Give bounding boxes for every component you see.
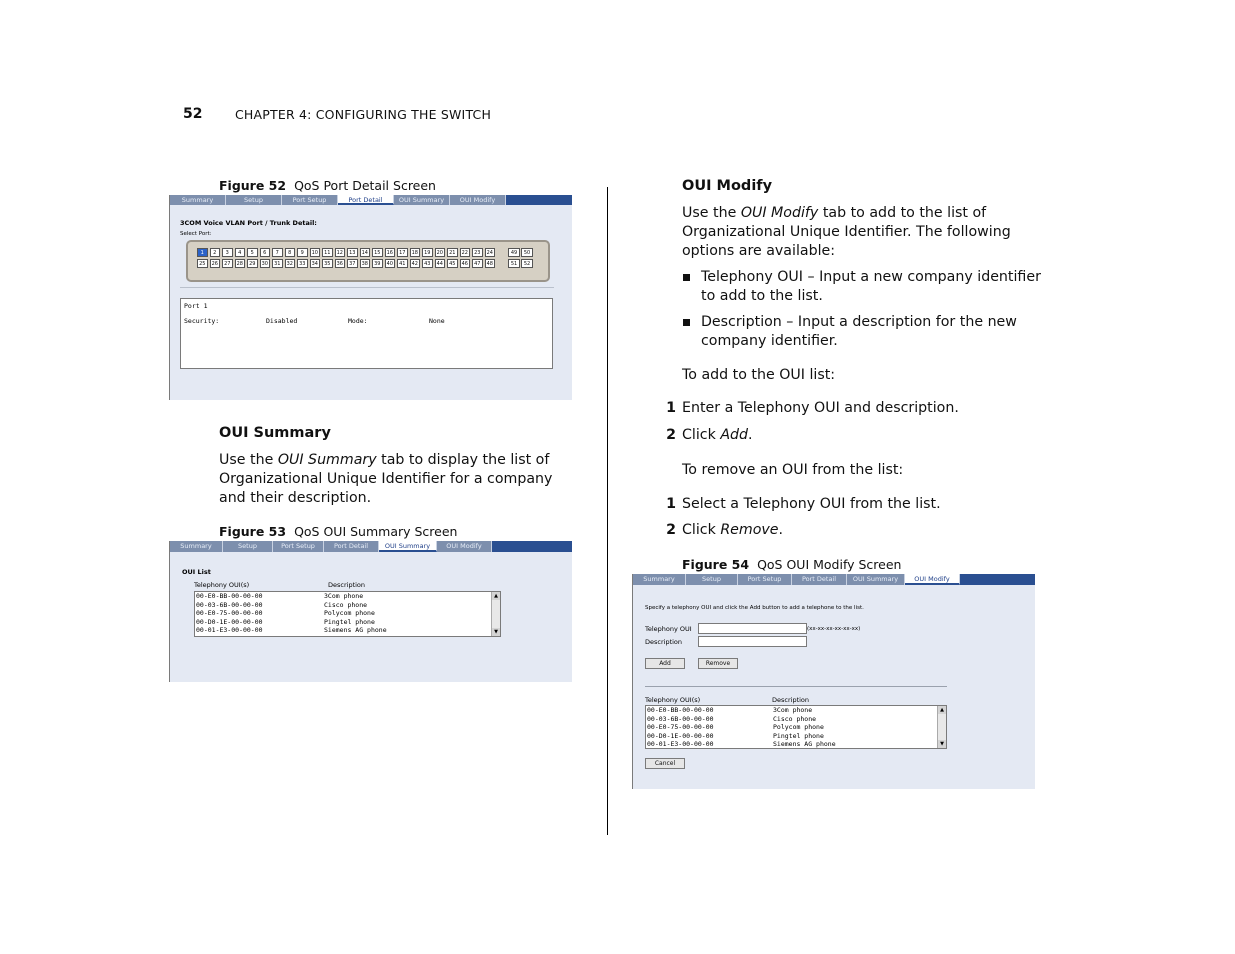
port-7-button[interactable]: 7	[272, 248, 283, 257]
port-16-button[interactable]: 16	[385, 248, 396, 257]
port-1-button[interactable]: 1	[197, 248, 208, 257]
page-number: 52	[183, 106, 203, 122]
oui-listbox[interactable]	[645, 705, 947, 749]
port-28-button[interactable]: 28	[235, 259, 246, 268]
oui-summary-screenshot	[169, 541, 572, 682]
port-13-button[interactable]: 13	[347, 248, 358, 257]
tab-bar	[170, 195, 572, 205]
port-49-button[interactable]: 49	[508, 248, 520, 257]
tab-port-detail[interactable]: Port Detail	[792, 574, 847, 585]
figure-label: Figure 53	[219, 524, 287, 539]
add-step-1	[666, 400, 959, 416]
list-item[interactable]	[195, 618, 500, 627]
panel-title: 3COM Voice VLAN Port / Trunk Detail:	[180, 219, 317, 227]
port-35-button[interactable]: 35	[322, 259, 333, 268]
mode-value: None	[429, 317, 445, 325]
remove-step-1	[666, 496, 941, 512]
add-button[interactable]: Add	[645, 658, 685, 669]
step-text: Select a Telephony OUI from the list.	[682, 496, 941, 512]
port-17-button[interactable]: 17	[397, 248, 408, 257]
text: Use the	[682, 205, 741, 221]
list-item[interactable]	[195, 626, 500, 635]
tab-oui-modify[interactable]: OUI Modify	[437, 541, 492, 552]
port-39-button[interactable]: 39	[372, 259, 383, 268]
port-41-button[interactable]: 41	[397, 259, 408, 268]
list-item[interactable]	[646, 715, 946, 724]
port-9-button[interactable]: 9	[297, 248, 308, 257]
oui-value: 00-E0-75-00-00-00	[196, 609, 263, 617]
text: Use the	[219, 452, 278, 468]
instruction-text: Specify a telephony OUI and click the Add button to add a telephone to the list.	[645, 605, 864, 611]
security-value: Disabled	[266, 317, 298, 325]
port-32-button[interactable]: 32	[285, 259, 296, 268]
oui-value: 00-E0-75-00-00-00	[647, 723, 714, 731]
emphasis: OUI Summary	[277, 452, 377, 468]
tab-port-setup[interactable]: Port Setup	[273, 541, 324, 552]
figure-53-caption	[219, 524, 457, 539]
oui-description: 3Com phone	[773, 706, 813, 714]
port-5-button[interactable]: 5	[247, 248, 258, 257]
list-item[interactable]	[195, 601, 500, 610]
port-3-button[interactable]: 3	[222, 248, 233, 257]
port-44-button[interactable]: 44	[435, 259, 446, 268]
step-number: 1	[666, 400, 676, 416]
port-19-button[interactable]: 19	[422, 248, 433, 257]
tab-setup[interactable]: Setup	[226, 195, 282, 205]
scroll-down-icon[interactable]: ▼	[938, 740, 946, 748]
port-43-button[interactable]: 43	[422, 259, 433, 268]
port-20-button[interactable]: 20	[435, 248, 446, 257]
port-14-button[interactable]: 14	[360, 248, 371, 257]
figure-52-caption	[219, 178, 436, 193]
options-list	[682, 268, 1042, 358]
text: tab to add to the list of Organizational Unique Identifier. The following options are available:	[682, 205, 1011, 259]
port-46-button[interactable]: 46	[460, 259, 471, 268]
tab-oui-modify[interactable]: OUI Modify	[450, 195, 506, 205]
bullet-item: Description – Input a description for the new company identifier.	[682, 313, 1042, 351]
switch-front-panel	[186, 240, 550, 282]
emphasis: Remove	[720, 522, 779, 538]
list-item[interactable]	[646, 723, 946, 732]
oui-modify-screenshot	[632, 574, 1035, 789]
oui-value: 00-D0-1E-00-00-00	[647, 731, 714, 740]
step-text: .	[748, 427, 753, 443]
column-description: Description	[772, 696, 810, 704]
port-52-button[interactable]: 52	[521, 259, 533, 268]
oui-value: 00-01-E3-00-00-00	[196, 626, 263, 634]
tab-bar	[170, 541, 572, 552]
oui-summary-heading: OUI Summary	[219, 425, 331, 441]
figure-label: Figure 52	[219, 178, 287, 193]
oui-value: 00-D0-1E-00-00-00	[196, 617, 263, 626]
port-12-button[interactable]: 12	[335, 248, 346, 257]
port-23-button[interactable]: 23	[472, 248, 483, 257]
tab-port-detail[interactable]: Port Detail	[338, 195, 394, 205]
port-30-button[interactable]: 30	[260, 259, 271, 268]
tab-setup[interactable]: Setup	[223, 541, 273, 552]
tab-summary[interactable]: Summary	[170, 195, 226, 205]
telephony-oui-label: Telephony OUI	[645, 625, 692, 633]
oui-summary-text	[219, 451, 569, 508]
scrollbar[interactable]	[937, 706, 946, 748]
port-47-button[interactable]: 47	[472, 259, 483, 268]
oui-description: Pingtel phone	[324, 617, 375, 626]
port-36-button[interactable]: 36	[335, 259, 346, 268]
port-21-button[interactable]: 21	[447, 248, 458, 257]
emphasis: OUI Modify	[740, 205, 819, 221]
bullet-item: Telephony OUI – Input a new company identifier to add to the list.	[682, 268, 1042, 306]
oui-value: 00-E0-BB-00-00-00	[196, 592, 263, 600]
port-26-button[interactable]: 26	[210, 259, 221, 268]
tab-port-setup[interactable]: Port Setup	[738, 574, 792, 585]
step-text: Enter a Telephony OUI and description.	[682, 400, 959, 416]
port-50-button[interactable]: 50	[521, 248, 533, 257]
scroll-up-icon[interactable]: ▲	[938, 706, 946, 714]
step-text: Click	[682, 427, 721, 443]
port-22-button[interactable]: 22	[460, 248, 471, 257]
oui-description: Cisco phone	[324, 600, 368, 609]
oui-value: 00-01-E3-00-00-00	[647, 740, 714, 748]
port-48-button[interactable]: 48	[485, 259, 496, 268]
add-intro: To add to the OUI list:	[682, 367, 836, 383]
oui-value: 00-03-6B-00-00-00	[196, 600, 263, 609]
oui-description: Pingtel phone	[773, 731, 824, 740]
port-15-button[interactable]: 15	[372, 248, 383, 257]
port-4-button[interactable]: 4	[235, 248, 246, 257]
list-item[interactable]	[646, 740, 946, 749]
port-34-button[interactable]: 34	[310, 259, 321, 268]
step-number: 2	[666, 427, 676, 443]
oui-description: 3Com phone	[324, 592, 364, 600]
scroll-down-icon[interactable]: ▼	[492, 628, 500, 636]
oui-modify-intro	[682, 204, 1042, 261]
step-number: 1	[666, 496, 676, 512]
tab-oui-summary[interactable]: OUI Summary	[394, 195, 450, 205]
detail-port: Port 1	[184, 302, 208, 310]
port-29-button[interactable]: 29	[247, 259, 258, 268]
figure-54-caption	[682, 557, 901, 572]
step-text: .	[778, 522, 784, 538]
telephony-oui-input[interactable]	[698, 623, 807, 634]
figure-title: QoS OUI Summary Screen	[294, 524, 458, 539]
mode-label: Mode:	[348, 317, 368, 325]
port-24-button[interactable]: 24	[485, 248, 496, 257]
tab-oui-modify[interactable]: OUI Modify	[905, 574, 960, 585]
list-item[interactable]	[195, 609, 500, 618]
tab-setup[interactable]: Setup	[686, 574, 738, 585]
column-telephony-oui: Telephony OUI(s)	[645, 696, 701, 704]
port-25-button[interactable]: 25	[197, 259, 208, 268]
scroll-up-icon[interactable]: ▲	[492, 592, 500, 600]
select-port-label: Select Port:	[180, 231, 212, 237]
figure-title: QoS OUI Modify Screen	[757, 557, 902, 572]
port-37-button[interactable]: 37	[347, 259, 358, 268]
uplink-ports	[508, 248, 534, 268]
port-11-button[interactable]: 11	[322, 248, 333, 257]
oui-description: Polycom phone	[773, 723, 824, 731]
security-label: Security:	[184, 317, 220, 325]
oui-description: Polycom phone	[324, 609, 375, 617]
remove-button[interactable]: Remove	[698, 658, 738, 669]
tab-oui-summary[interactable]: OUI Summary	[379, 541, 437, 552]
oui-listbox[interactable]	[194, 591, 501, 637]
oui-description: Siemens AG phone	[324, 626, 387, 634]
oui-value: 00-E0-BB-00-00-00	[647, 706, 714, 714]
port-8-button[interactable]: 8	[285, 248, 296, 257]
column-telephony-oui: Telephony OUI(s)	[194, 581, 250, 589]
format-hint: (xx-xx-xx-xx-xx-xx)	[807, 626, 861, 632]
emphasis: Add	[720, 427, 749, 443]
port-2-button[interactable]: 2	[210, 248, 221, 257]
cancel-button[interactable]: Cancel	[645, 758, 685, 769]
text: tab to display the list of Organizational Unique Identifier for a company and their description.	[219, 452, 553, 506]
column-description: Description	[328, 581, 366, 589]
oui-value: 00-03-6B-00-00-00	[647, 714, 714, 723]
port-51-button[interactable]: 51	[508, 259, 520, 268]
add-step-2	[666, 427, 753, 443]
port-grid	[197, 248, 497, 268]
port-27-button[interactable]: 27	[222, 259, 233, 268]
list-item[interactable]	[646, 732, 946, 741]
port-10-button[interactable]: 10	[310, 248, 321, 257]
figure-label: Figure 54	[682, 557, 750, 572]
oui-description: Siemens AG phone	[773, 740, 836, 748]
tab-port-setup[interactable]: Port Setup	[282, 195, 338, 205]
port-38-button[interactable]: 38	[360, 259, 371, 268]
description-label: Description	[645, 638, 683, 646]
tab-port-detail[interactable]: Port Detail	[324, 541, 379, 552]
list-item[interactable]	[646, 706, 946, 715]
figure-title: QoS Port Detail Screen	[294, 178, 436, 193]
port-45-button[interactable]: 45	[447, 259, 458, 268]
column-divider	[607, 187, 608, 835]
tab-summary[interactable]: Summary	[633, 574, 686, 585]
step-number: 2	[666, 522, 676, 538]
tab-oui-summary[interactable]: OUI Summary	[847, 574, 905, 585]
tab-bar	[633, 574, 1035, 585]
port-42-button[interactable]: 42	[410, 259, 421, 268]
remove-intro: To remove an OUI from the list:	[682, 462, 904, 478]
tab-summary[interactable]: Summary	[170, 541, 223, 552]
port-detail-box	[180, 298, 553, 369]
port-detail-screenshot	[169, 195, 572, 400]
divider	[180, 287, 554, 288]
port-18-button[interactable]: 18	[410, 248, 421, 257]
divider	[645, 686, 947, 687]
oui-modify-heading: OUI Modify	[682, 178, 773, 194]
step-text: Click	[682, 522, 721, 538]
list-item[interactable]	[195, 592, 500, 601]
port-33-button[interactable]: 33	[297, 259, 308, 268]
remove-step-2	[666, 522, 784, 538]
port-31-button[interactable]: 31	[272, 259, 283, 268]
chapter-title: CHAPTER 4: CONFIGURING THE SWITCH	[235, 107, 492, 122]
scrollbar[interactable]	[491, 592, 500, 636]
port-6-button[interactable]: 6	[260, 248, 271, 257]
oui-list-title: OUI List	[182, 568, 211, 576]
oui-description: Cisco phone	[773, 714, 817, 723]
port-40-button[interactable]: 40	[385, 259, 396, 268]
description-input[interactable]	[698, 636, 807, 647]
